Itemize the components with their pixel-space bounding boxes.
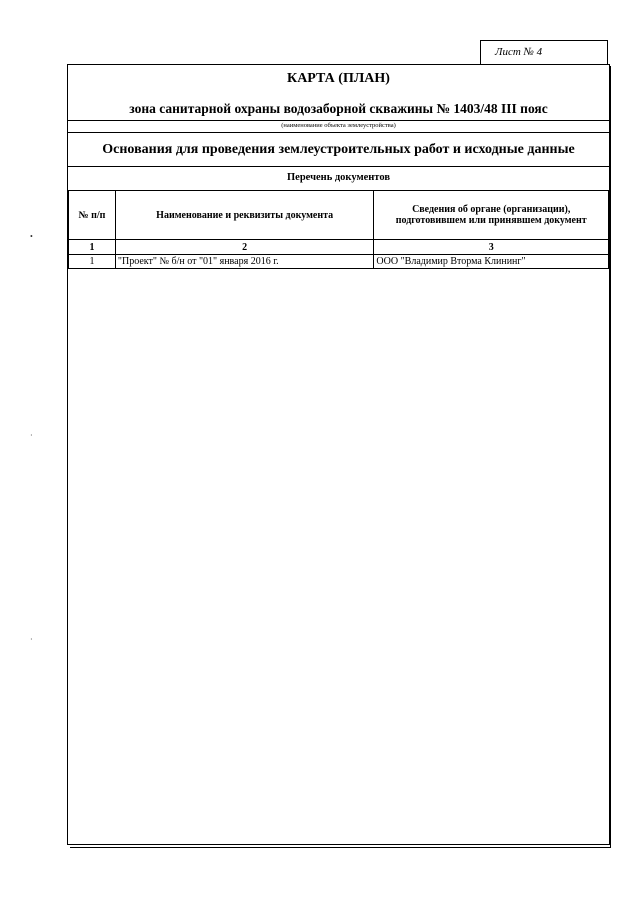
sheet-number: Лист № 4 (495, 46, 543, 58)
document-frame (67, 64, 610, 845)
header-number: № п/п (69, 191, 116, 240)
sheet-number-box (480, 40, 608, 65)
scan-speck: • (30, 232, 33, 241)
section-title: Основания для проведения землеустроительных работ и исходные данные (102, 142, 575, 157)
divider (68, 166, 609, 167)
object-name: зона санитарной охраны водозаборной скважины № 1403/48 III пояс (129, 101, 548, 116)
column-number: 1 (69, 240, 116, 255)
cell-number: 1 (69, 255, 116, 269)
cell-organization: ООО "Владимир Вторма Клининг" (374, 255, 609, 269)
documents-list-title: Перечень документов (287, 172, 390, 183)
divider (68, 132, 609, 133)
divider (68, 120, 609, 121)
scan-speck: · (30, 431, 33, 440)
document-title: КАРТА (ПЛАН) (287, 71, 390, 86)
documents-table (68, 190, 609, 269)
table-row (69, 255, 609, 269)
cell-document-name: "Проект" № б/н от "01" января 2016 г. (115, 255, 374, 269)
object-name-caption: (наименование объекта землеустройства) (281, 122, 396, 129)
column-number: 2 (115, 240, 374, 255)
column-number: 3 (374, 240, 609, 255)
table-header-row (69, 191, 609, 240)
column-number-row (69, 240, 609, 255)
header-organization: Сведения об органе (организации), подготовившем или принявшем документ (374, 191, 609, 240)
header-document-name: Наименование и реквизиты документа (115, 191, 374, 240)
scan-speck: · (30, 635, 33, 644)
